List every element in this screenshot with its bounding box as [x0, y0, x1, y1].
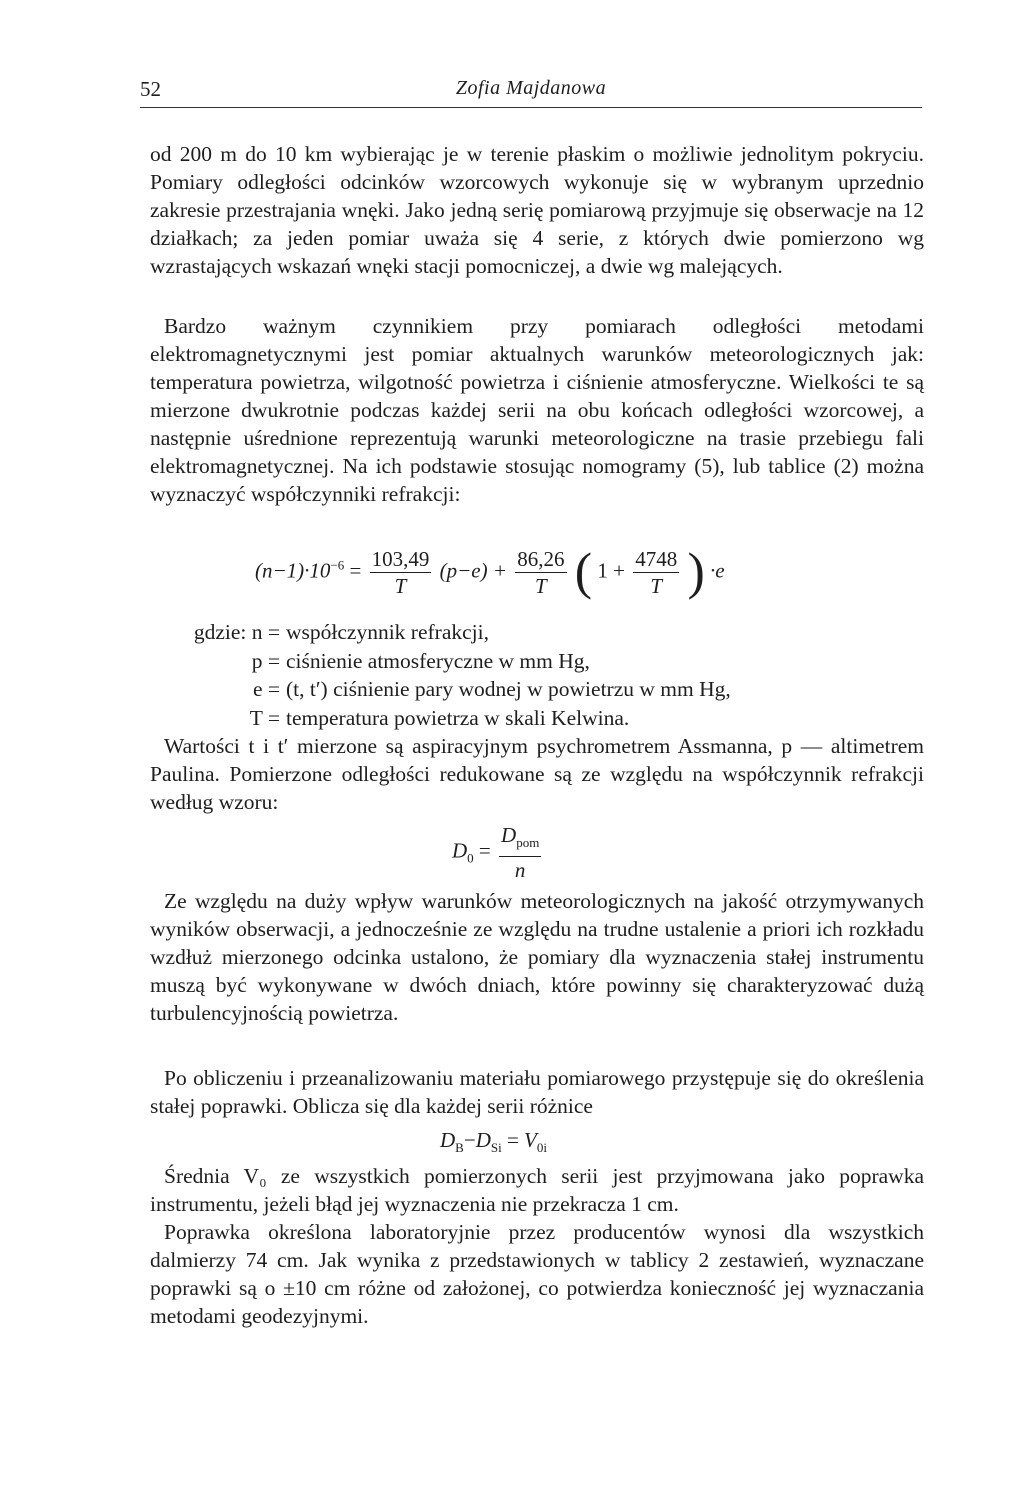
fraction-1	[370, 546, 432, 599]
paragraph-4: Ze względu na duży wpływ warunków meteorologicznych na jakość otrzymywanych wyników obserwacji, a jednocześnie ze względu na trudne ustalenie a priori ich rozkładu wzdłuż mierzonego odcinka ustalono, że pomiary dla wyznaczenia stałej instrumentu muszą być wykonywane w dwóch dniach, które powinny się charakteryzować dużą turbulencyjnością powietrza.	[150, 889, 924, 1025]
fraction-2	[515, 546, 566, 599]
definition-text: (t, t′) ciśnienie pary wodnej w powietrzu w mm Hg,	[286, 677, 731, 701]
definition-row	[150, 647, 924, 676]
formula2-num: D	[501, 823, 517, 847]
formula3-b-sub: Si	[490, 1140, 502, 1156]
definition-row	[150, 618, 924, 647]
definition-text: ciśnienie atmosferyczne w mm Hg,	[286, 648, 590, 673]
formula3-c: V	[524, 1128, 537, 1152]
definition-row	[150, 704, 924, 733]
formula1-tail: ·e	[710, 558, 725, 583]
fraction-3-denominator: T	[633, 572, 679, 599]
definition-text: temperatura powietrza w skali Kelwina.	[286, 705, 630, 730]
paragraph-3: Wartości t i t′ mierzone są aspiracyjnym psychrometrem Assmanna, p — altimetrem Paulina. Pomierzone odległości redukowane są ze względu na współczynnik refrakcji według wzoru:	[150, 734, 924, 814]
fraction-3	[633, 546, 679, 599]
definition-label: e =	[252, 677, 280, 701]
difference-formula	[440, 1128, 547, 1156]
fraction-2-numerator: 86,26	[517, 547, 565, 571]
formula3-minus: −	[463, 1128, 476, 1152]
formula2-num-sub: pom	[516, 835, 540, 851]
paragraph-7: Poprawka określona laboratoryjnie przez producentów wynosi dla wszystkich dalmierzy 74 cm. Jak wynika z przedstawionych w tablicy 2 zestawień, wyznaczane poprawki są o ±10 cm różne od założonej, co potwierdza konieczność jej wyznaczania metodami geodezyjnymi.	[150, 1220, 924, 1328]
definition-label: p =	[251, 648, 280, 673]
fraction-4	[499, 822, 541, 883]
paragraph-2: Bardzo ważnym czynnikiem przy pomiarach odległości metodami elektromagnetycznymi jest pomiar aktualnych warunków meteorologicznych jak: temperatura powietrza, wilgotność powietrza i ciśnienie atmosferyczne. Wielkości te są mierzone dwukrotnie podczas każdej serii na obu końcach odległości wzorcowej, a następnie uśrednione reprezentują warunki meteorologiczne na trasie przebiegu fali elektromagnetycznej. Na ich podstawie stosując nomogramy (5), lub tablice (2) można wyznaczyć współczynniki refrakcji:	[150, 314, 924, 506]
formula3-b: D	[475, 1128, 491, 1152]
definition-label: gdzie: n =	[193, 620, 280, 644]
refraction-formula	[255, 543, 725, 601]
fraction-2-denominator: T	[515, 572, 566, 599]
formula1-equals: =	[349, 558, 362, 583]
formula3-a: D	[440, 1128, 456, 1152]
formula1-term: (p−e) +	[439, 558, 508, 583]
left-paren: (	[574, 543, 593, 601]
paragraph-5: Po obliczeniu i przeanalizowaniu materiału pomiarowego przystępuje się do określenia stałej poprawki. Oblicza się dla każdej serii różnice	[150, 1066, 924, 1118]
right-paren: )	[687, 543, 705, 601]
page-number: 52	[140, 77, 161, 101]
formula2-lhs: D	[452, 838, 468, 863]
page-header	[140, 73, 922, 108]
paragraph-1: od 200 m do 10 km wybierając je w terenie płaskim o możliwie jednolitym pokryciu. Pomiary odległości odcinków wzorcowych wykonuje się w wybranym uprzednio zakresie przestrajania wnęki. Jako jedną serię pomiarową przyjmuje się obserwacje na 12 działkach; za jeden pomiar uważa się 4 serie, z których dwie pomierzono wg wzrastających wskazań wnęki stacji pomocniczej, a dwie wg malejących.	[150, 142, 924, 278]
formula1-lhs: (n−1)·10	[255, 558, 331, 583]
formula2-lhs-sub: 0	[467, 850, 474, 866]
fraction-1-numerator: 103,49	[371, 547, 430, 571]
fraction-1-denominator: T	[370, 572, 432, 599]
definition-row	[150, 675, 924, 704]
paragraph-6: Średnia V₀ ze wszystkich pomierzonych serii jest przyjmowana jako poprawka instrumentu, jeżeli błąd jej wyznaczenia nie przekracza 1 cm.	[150, 1164, 924, 1216]
fraction-4-numerator	[499, 822, 541, 856]
formula3-a-sub: B	[455, 1140, 464, 1156]
fraction-3-numerator: 4748	[635, 547, 678, 571]
formula1-one-plus: 1 +	[597, 558, 625, 583]
formula3-equals: =	[506, 1128, 519, 1152]
definitions-list	[150, 618, 924, 732]
formula3-c-sub: 0i	[536, 1140, 547, 1156]
formula2-equals: =	[478, 838, 491, 863]
definition-text: współczynnik refrakcji,	[286, 620, 489, 644]
definition-label: T =	[249, 705, 280, 730]
fraction-4-denominator: n	[499, 856, 541, 883]
reduction-formula	[452, 822, 544, 883]
formula1-exponent: −6	[330, 557, 345, 573]
running-title: Zofia Majdanowa	[455, 77, 607, 99]
